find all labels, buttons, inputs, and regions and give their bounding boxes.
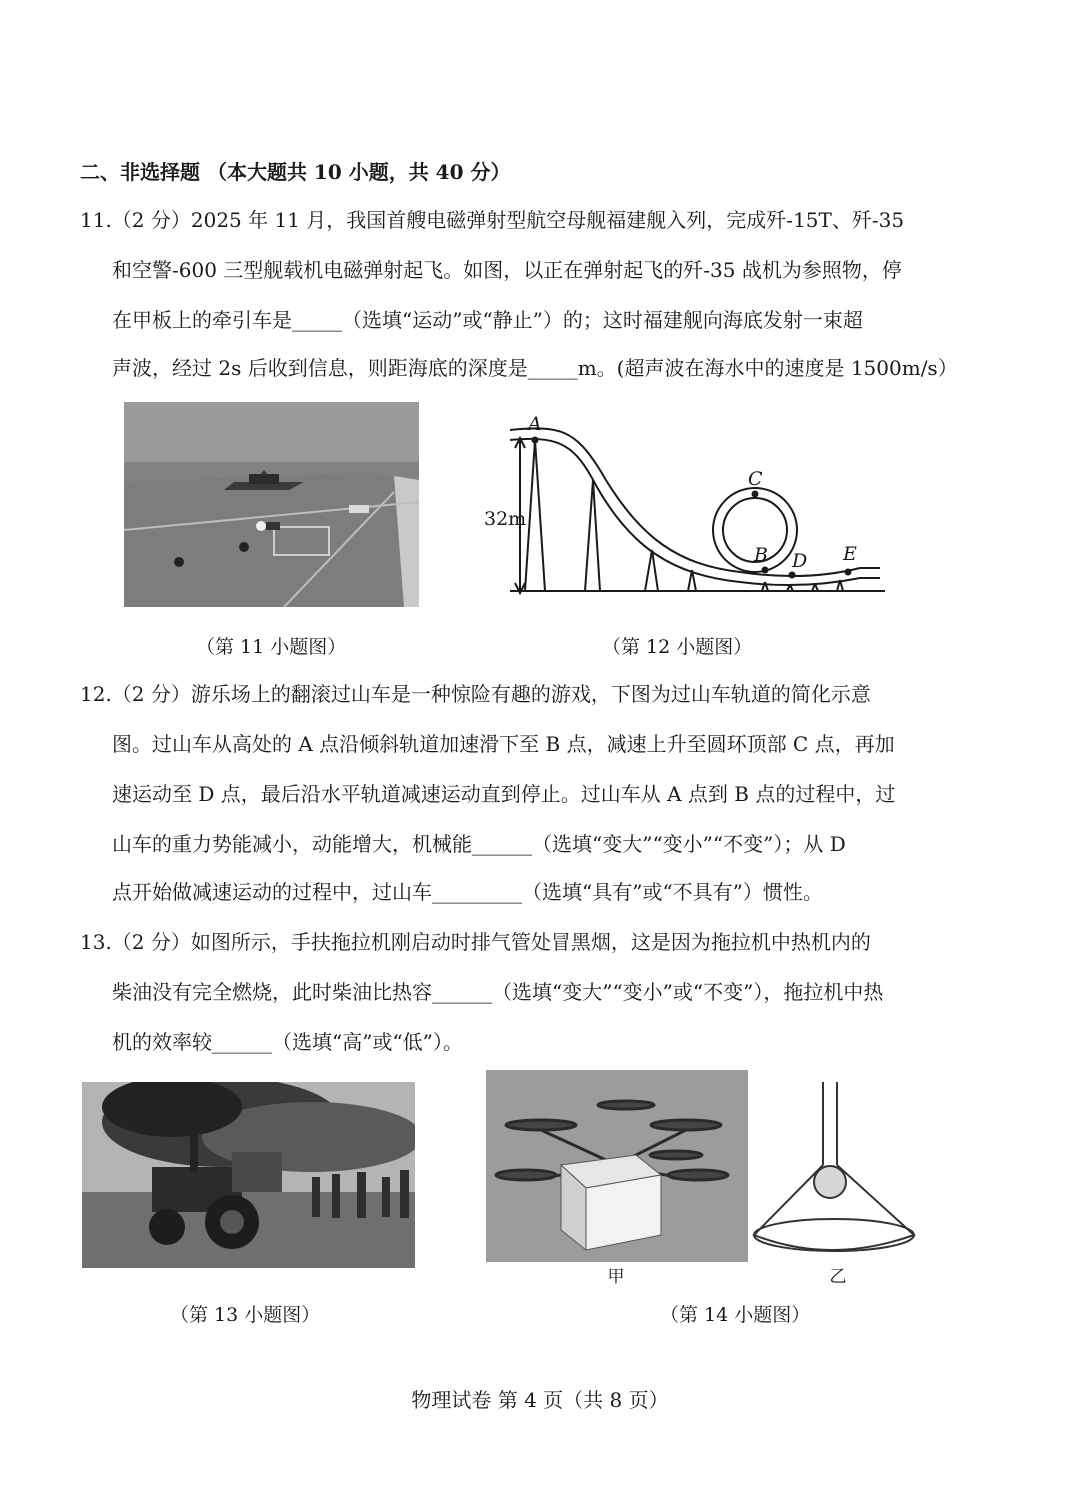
point-d-dot — [789, 572, 796, 579]
label-height: 32m — [484, 508, 527, 530]
point-e-dot — [845, 569, 852, 576]
question-11-line-4: 声波，经过 2s 后收到信息，则距海底的深度是_____m。(超声波在海水中的速度是 1500m/s） — [112, 356, 958, 380]
point-b-dot — [762, 567, 769, 574]
figure-13-tractor-image — [82, 1082, 415, 1268]
figure-12-roller-coaster-diagram — [480, 410, 900, 600]
question-12-line-5: 点开始做减速运动的过程中，过山车_________（选填“具有”或“不具有”）惯性。 — [112, 880, 823, 904]
label-yi: 乙 — [829, 1267, 847, 1285]
page-footer: 物理试卷 第 4 页（共 8 页） — [411, 1388, 669, 1412]
figure-13-caption: （第 13 小题图） — [170, 1304, 321, 1326]
label-jia: 甲 — [607, 1267, 625, 1285]
figure-14-drone-and-funnel — [486, 1070, 916, 1285]
package-icon — [561, 1155, 661, 1250]
label-b: B — [754, 544, 768, 566]
figure-12-caption: （第 12 小题图） — [602, 636, 753, 658]
point-c-dot — [752, 491, 759, 498]
question-11-line-2: 和空警-600 三型舰载机电磁弹射起飞。如图，以正在弹射起飞的歼-35 战机为参照物，停 — [112, 258, 902, 282]
question-11-line-1: 11.（2 分）2025 年 11 月，我国首艘电磁弹射型航空母舰福建舰入列，完成歼-15T、歼-35 — [80, 208, 905, 232]
section-title: 二、非选择题 （本大题共 10 小题，共 40 分） — [80, 160, 511, 184]
point-a-dot — [532, 437, 539, 444]
label-a: A — [528, 413, 542, 435]
figure-11-carrier-deck-image — [124, 402, 419, 607]
question-12-line-4: 山车的重力势能减小，动能增大，机械能______（选填“变大”“变小”“不变”）；从 D — [112, 832, 846, 856]
figure-11-caption: （第 11 小题图） — [196, 636, 347, 658]
label-e: E — [843, 543, 857, 565]
question-13-line-2: 柴油没有完全燃烧，此时柴油比热容______（选填“变大”“变小”或“不变”），拖拉机中热 — [112, 980, 884, 1004]
label-c: C — [748, 468, 763, 490]
question-12-line-2: 图。过山车从高处的 A 点沿倾斜轨道加速滑下至 B 点，减速上升至圆环顶部 C 点，再加 — [112, 732, 895, 756]
question-12-line-1: 12.（2 分）游乐场上的翻滚过山车是一种惊险有趣的游戏，下图为过山车轨道的简化示意 — [80, 682, 871, 706]
question-13-line-3: 机的效率较______（选填“高”或“低”）。 — [112, 1030, 463, 1054]
funnel-icon — [754, 1082, 914, 1251]
question-12-line-3: 速运动至 D 点，最后沿水平轨道减速运动直到停止。过山车从 A 点到 B 点的过程中，过 — [112, 782, 896, 806]
question-13-line-1: 13.（2 分）如图所示，手扶拖拉机刚启动时排气管处冒黑烟，这是因为拖拉机中热机内的 — [80, 930, 871, 954]
figure-14-caption: （第 14 小题图） — [660, 1304, 811, 1326]
question-11-line-3: 在甲板上的牵引车是_____（选填“运动”或“静止”）的；这时福建舰向海底发射一束超 — [112, 308, 863, 332]
label-d: D — [792, 550, 808, 572]
